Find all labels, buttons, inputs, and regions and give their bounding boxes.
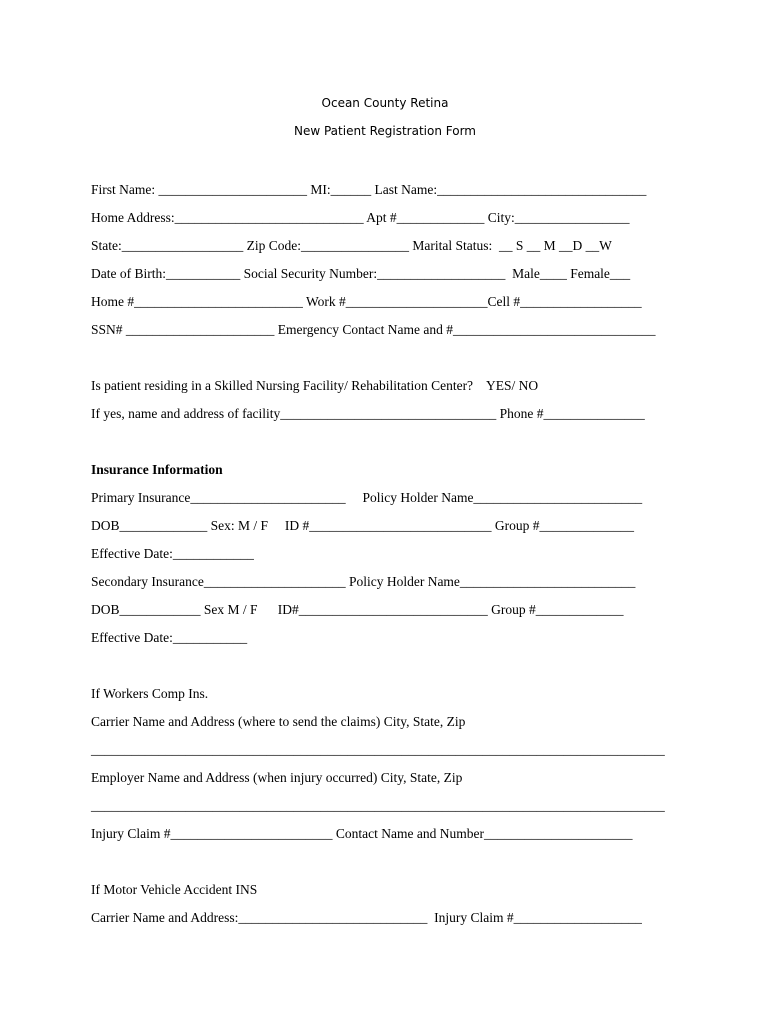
workers-comp-employer-line[interactable]: _____________________________________________________________________________________	[91, 798, 665, 813]
state-zip-marital-fields[interactable]: State:__________________ Zip Code:________________ Marital Status: __ S __ M __D __W	[91, 238, 612, 253]
org-name: Ocean County Retina	[321, 96, 449, 110]
secondary-effective-date[interactable]: Effective Date:___________	[91, 630, 248, 645]
facility-question[interactable]: Is patient residing in a Skilled Nursing Facility/ Rehabilitation Center? YES/ NO	[91, 378, 539, 393]
workers-comp-carrier-label: Carrier Name and Address (where to send the claims) City, State, Zip	[91, 714, 466, 729]
primary-effective-date[interactable]: Effective Date:____________	[91, 546, 254, 561]
workers-comp-heading: If Workers Comp Ins.	[91, 686, 209, 701]
workers-comp-carrier-line[interactable]: _____________________________________________________________________________________	[91, 742, 665, 757]
workers-comp-employer-label: Employer Name and Address (when injury occurred) City, State, Zip	[91, 770, 463, 785]
motor-vehicle-carrier-fields[interactable]: Carrier Name and Address:____________________________ Injury Claim #___________________	[91, 910, 642, 925]
secondary-id-fields[interactable]: DOB____________ Sex M / F ID#____________________________ Group #_____________	[91, 602, 624, 617]
motor-vehicle-heading: If Motor Vehicle Accident INS	[91, 882, 258, 897]
phone-fields[interactable]: Home #_________________________ Work #_____________________Cell #__________________	[91, 294, 642, 309]
facility-details[interactable]: If yes, name and address of facility________________________________ Phone #_______________	[91, 406, 645, 421]
secondary-insurance-fields[interactable]: Secondary Insurance_____________________ Policy Holder Name__________________________	[91, 574, 636, 589]
address-fields[interactable]: Home Address:____________________________ Apt #_____________ City:_________________	[91, 210, 630, 225]
primary-insurance-fields[interactable]: Primary Insurance_______________________ Policy Holder Name_________________________	[91, 490, 643, 505]
workers-comp-claim-fields[interactable]: Injury Claim #________________________ Contact Name and Number______________________	[91, 826, 633, 841]
dob-ssn-sex-fields[interactable]: Date of Birth:___________ Social Security Number:___________________ Male____ Female___	[91, 266, 631, 281]
primary-id-fields[interactable]: DOB_____________ Sex: M / F ID #___________________________ Group #______________	[91, 518, 635, 533]
form-title: New Patient Registration Form	[294, 124, 476, 138]
ssn-emergency-fields[interactable]: SSN# ______________________ Emergency Contact Name and #______________________________	[91, 322, 656, 337]
name-fields[interactable]: First Name: ______________________ MI:______ Last Name:_______________________________	[91, 182, 647, 197]
insurance-heading: Insurance Information	[91, 462, 223, 477]
